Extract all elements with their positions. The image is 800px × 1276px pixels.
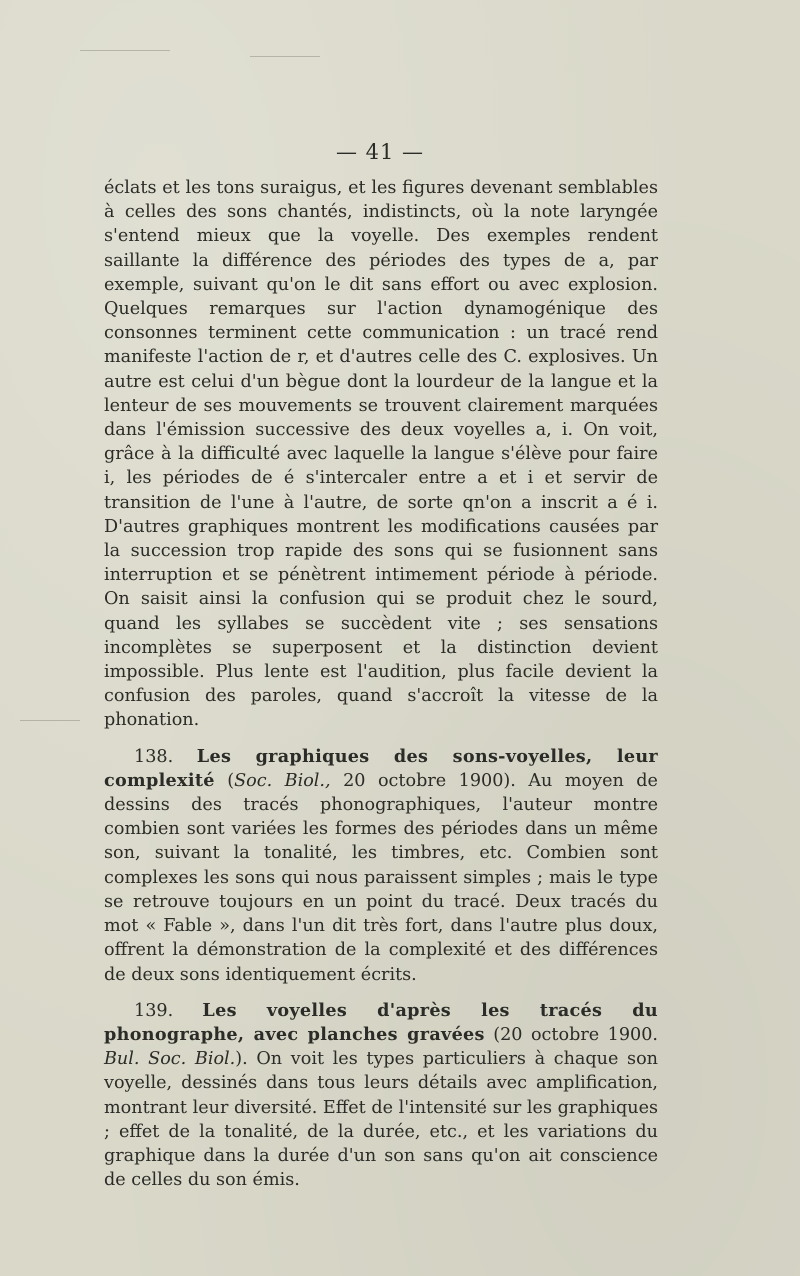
section-heading: Les graphiques des sons-voyelles, leur complexité	[104, 745, 658, 791]
scan-artifact-line	[20, 720, 80, 721]
journal-reference: Bul. Soc. Biol.	[104, 1049, 236, 1070]
body-text	[104, 176, 658, 1192]
scan-artifact-line	[250, 56, 320, 57]
scan-artifact-line	[80, 50, 170, 51]
section-138	[104, 745, 658, 987]
section-number: 138.	[134, 746, 174, 767]
reference-open: (	[214, 770, 235, 791]
section-139	[104, 999, 658, 1193]
section-heading: Les voyelles d'après les tracés du phonographe, avec planches gravées	[104, 999, 658, 1045]
section-body: 20 octobre 1900). Au moyen de dessins des tracés phonographiques, l'auteur montre combien sont variées les formes des périodes dans un même son, suivant la tonalité, les timbres, etc. Combien sont complexes les sons qui nous paraissent simples ; mais le type se retrouve toujours en un point du tracé. Deux tracés du mot « Fable », dans l'un dit très fort, dans l'autre plus doux, offrent la démonstration de la complexité et des différences de deux sons identiquement écrits.	[104, 770, 658, 985]
paragraph-continued: éclats et les tons suraigus, et les figures devenant semblables à celles des sons chantés, indistincts, où la note laryngée s'entend mieux que la voyelle. Des exemples rendent saillante la différence des périodes des types de a, par exemple, suivant qu'on le dit sans effort ou avec explosion. Quelques remarques sur l'action dynamogénique des consonnes terminent cette communication : un tracé rend manifeste l'action de r, et d'autres celle des C. explosives. Un autre est celui d'un bègue dont la lourdeur de la langue et la lenteur de ses mouvements se trouvent clairement marquées dans l'émission successive des deux voyelles a, i. On voit, grâce à la difficulté avec laquelle la langue s'élève pour faire i, les périodes de é s'intercaler entre a et i et servir de transition de l'une à l'autre, de sorte qn'on a inscrit a é i. D'autres graphiques montrent les modifications causées par la succession trop rapide des sons qui se fusionnent sans interruption et se pénètrent intimement période à période. On saisit ainsi la confusion qui se produit chez le sourd, quand les syllabes se succèdent vite ; ses sensations incomplètes se superposent et la distinction devient impossible. Plus lente est l'audition, plus facile devient la confusion des paroles, quand s'accroît la vitesse de la phonation.	[104, 178, 658, 731]
reference-open: (20 octobre 1900.	[484, 1024, 659, 1045]
page-number: — 41 —	[335, 140, 425, 164]
section-body: ). On voit les types particuliers à chaque son voyelle, dessinés dans tous leurs détails avec amplification, montrant leur diversité. Effet de l'intensité sur les graphiques ; effet de la tonalité, de la durée, etc., et les variations du graphique dans la durée d'un son sans qu'on ait conscience de celles du son émis.	[104, 1049, 659, 1191]
journal-reference: Soc. Biol.,	[234, 770, 331, 791]
section-number: 139.	[134, 1000, 174, 1021]
